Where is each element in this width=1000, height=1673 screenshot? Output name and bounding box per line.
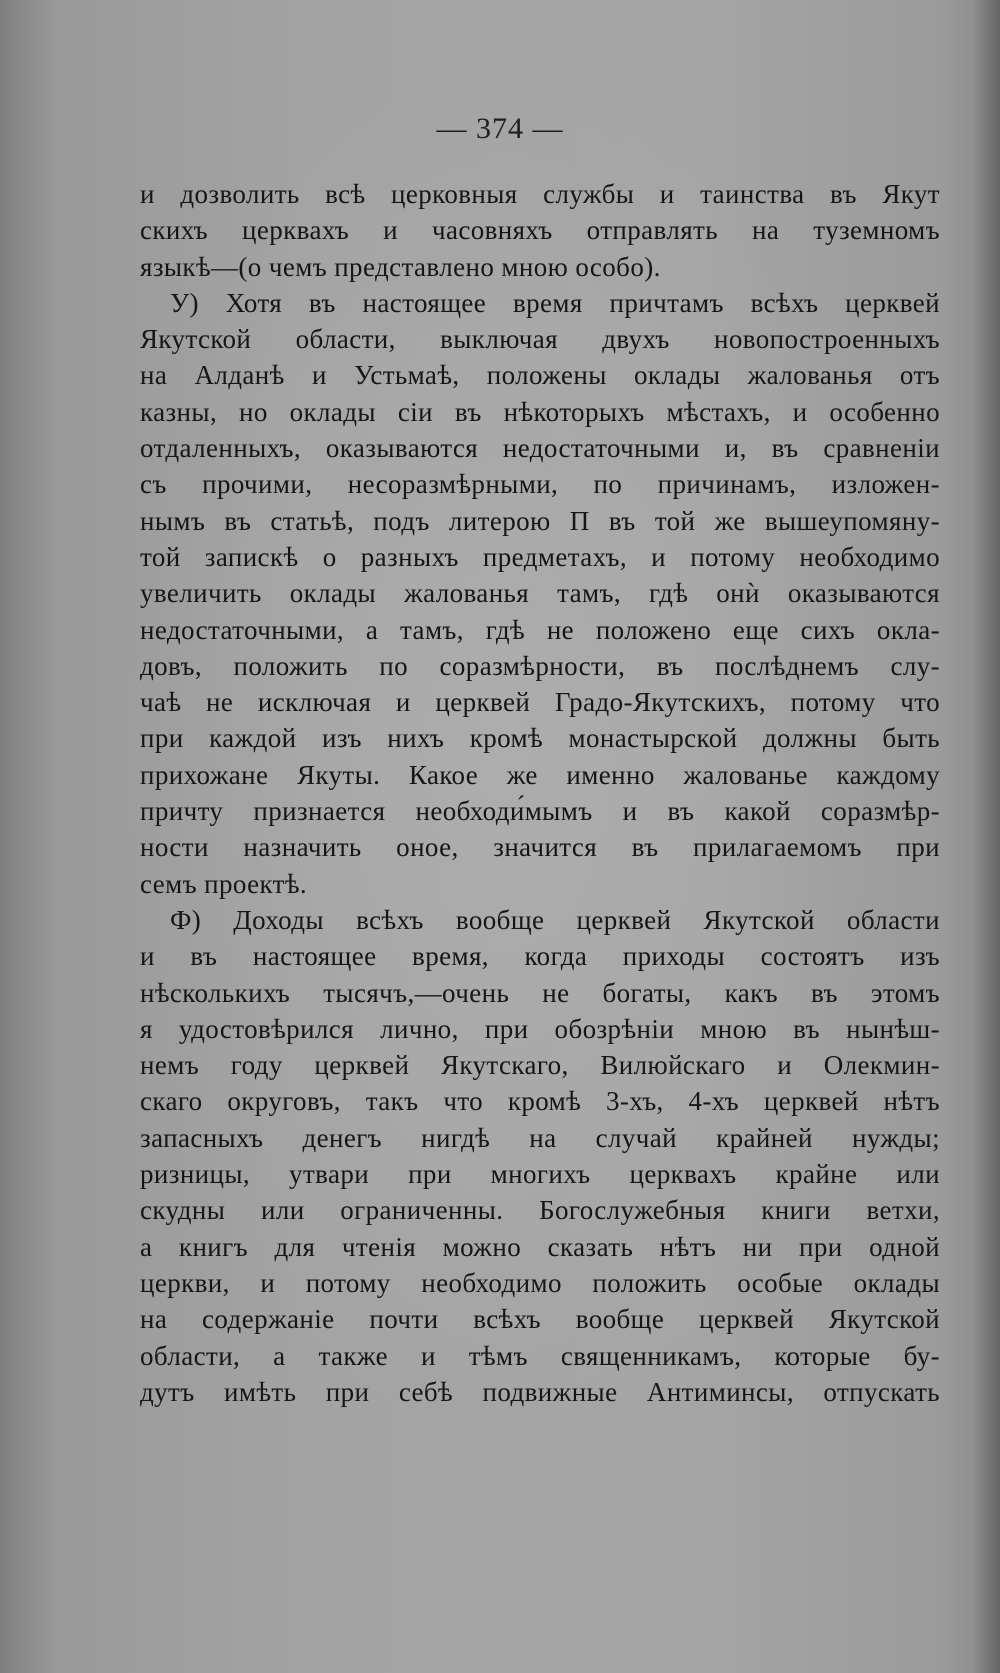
text-line: отдаленныхъ, оказываются недостаточными и, въ сравненіи (140, 433, 940, 464)
text-line: дутъ имѣть при себѣ подвижные Антиминсы, отпускать (140, 1376, 940, 1407)
text-line: и дозволить всѣ церковныя службы и таинства въ Якут (140, 179, 940, 209)
text-line: скихъ церквахъ и часовняхъ отправлять на туземномъ (140, 215, 940, 246)
text-line: причту признается необходи́мымъ и въ какой соразмѣр- (140, 796, 940, 827)
page-number: — 374 — (436, 112, 564, 145)
text-line: языкѣ—(о чемъ представлено мною особо). (140, 251, 661, 282)
text-line: чаѣ не исключая и церквей Градо-Якутскихъ, потому что (140, 687, 940, 718)
text-line: ности назначить оное, значится въ прилагаемомъ при (140, 832, 940, 863)
text-line: увеличить оклады жалованья тамъ, гдѣ онѝ оказываются (140, 578, 940, 609)
text-line: нѣсколькихъ тысячъ,—очень не богаты, какъ въ этомъ (140, 977, 940, 1008)
paragraph-start-line: Ф) Доходы всѣхъ вообще церквей Якутской области (170, 904, 940, 935)
text-line: я удостовѣрился лично, при обозрѣніи мною въ нынѣш- (140, 1013, 940, 1044)
text-line: скудны или ограниченны. Богослужебныя книги ветхи, (140, 1195, 940, 1226)
text-line: при каждой изъ нихъ кромѣ монастырской должны быть (140, 723, 940, 754)
text-line: и въ настоящее время, когда приходы состоятъ изъ (140, 941, 940, 972)
text-line: немъ году церквей Якутскаго, Вилюйскаго и Олекмин- (140, 1050, 940, 1081)
text-line: на содержаніе почти всѣхъ вообще церквей Якутской (140, 1304, 940, 1335)
text-line: прихожане Якуты. Какое же именно жалованье каждому (140, 759, 940, 790)
text-line: недостаточными, а тамъ, гдѣ не положено еще сихъ окла- (140, 614, 940, 645)
text-line: казны, но оклады сіи въ нѣкоторыхъ мѣстахъ, и особенно (140, 396, 940, 427)
text-line: на Алданѣ и Устьмаѣ, положены оклады жалованья отъ (140, 360, 940, 391)
text-line: семъ проектѣ. (140, 868, 308, 899)
paragraph-start-line: У) Хотя въ настоящее время причтамъ всѣхъ церквей (170, 287, 940, 318)
text-line: довъ, положить по соразмѣрности, въ послѣднемъ слу- (140, 650, 940, 681)
text-line: Якутской области, выключая двухъ новопостроенныхъ (140, 324, 940, 355)
text-line: съ прочими, несоразмѣрными, по причинамъ, изложен- (140, 469, 940, 500)
text-line: той запискѣ о разныхъ предметахъ, и потому необходимо (140, 541, 940, 572)
text-line: церкви, и потому необходимо положить особые оклады (140, 1267, 940, 1298)
body-text (140, 176, 940, 1410)
text-line: нымъ въ статьѣ, подъ литерою П въ той же вышеупомяну- (140, 505, 940, 536)
text-line: а книгъ для чтенія можно сказать нѣтъ ни при одной (140, 1231, 940, 1262)
text-line: запасныхъ денегъ нигдѣ на случай крайней нужды; (140, 1122, 940, 1153)
text-line: скаго округовъ, такъ что кромѣ 3-хъ, 4-хъ церквей нѣтъ (140, 1086, 940, 1117)
text-line: ризницы, утвари при многихъ церквахъ крайне или (140, 1159, 940, 1190)
text-line: области, а также и тѣмъ священникамъ, которые бу- (140, 1340, 940, 1371)
